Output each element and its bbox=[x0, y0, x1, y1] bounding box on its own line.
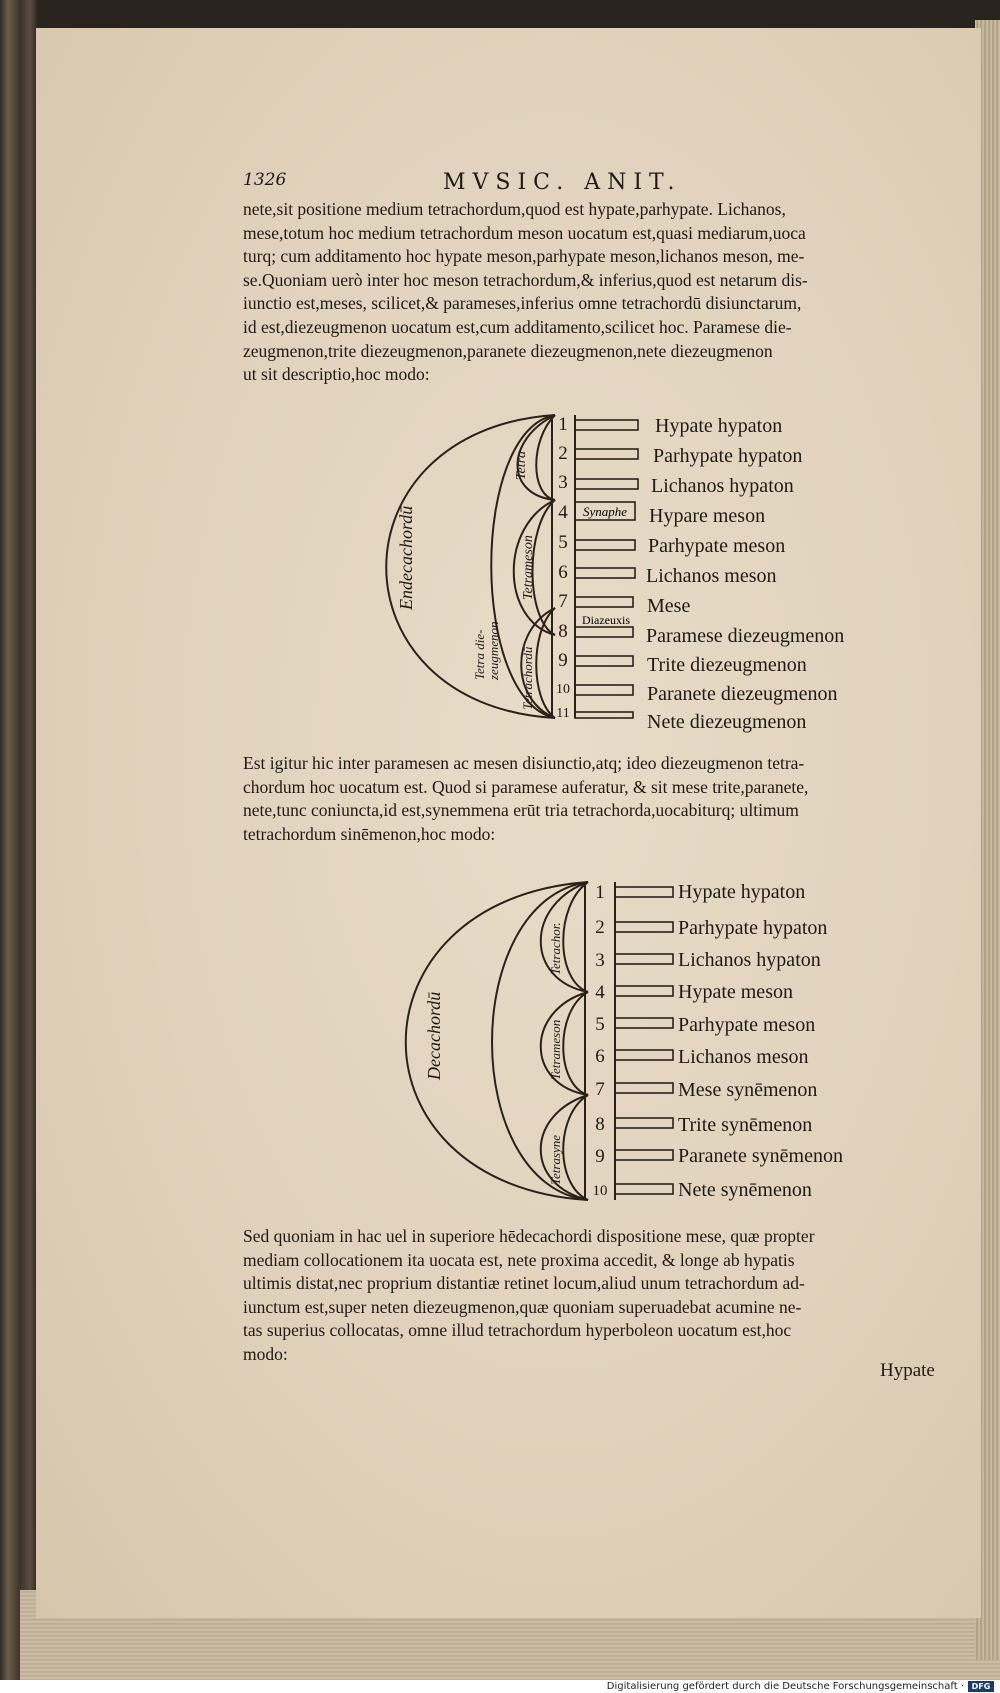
text-line: mediam collocationem ita uocata est, nete proxima accedit, & longe ab hypatis bbox=[243, 1249, 795, 1270]
string-name: Lichanos hypaton bbox=[678, 949, 821, 971]
string-name: Paranete synēmenon bbox=[678, 1145, 843, 1167]
arc-label-tetrachor: Tetrachor. bbox=[548, 922, 563, 975]
arc-label-tetra: Tetra bbox=[514, 450, 529, 480]
string-number: 5 bbox=[595, 1014, 605, 1035]
text-line: zeugmenon,trite diezeugmenon,paranete diezeugmenon,nete diezeugmenon bbox=[243, 340, 773, 361]
text-line: mese,totum hoc medium tetrachordum meson uocatum est,quasi mediarum,uoca bbox=[243, 222, 806, 243]
text-line: Sed quoniam in hac uel in superiore hēdecachordi dispositione mese, quæ propter bbox=[243, 1226, 815, 1246]
string-number: 1 bbox=[595, 882, 605, 903]
string-name: Paramese diezeugmenon bbox=[646, 625, 845, 647]
arc-label-outer: Decachordū bbox=[424, 991, 444, 1080]
string-name: Hypare meson bbox=[649, 505, 766, 527]
string-number: 1 bbox=[558, 414, 568, 435]
string-name: Nete synēmenon bbox=[678, 1179, 812, 1201]
diazeuxis-label: Diazeuxis bbox=[582, 613, 630, 627]
running-title: MVSIC. ANIT. bbox=[443, 170, 682, 195]
text-line: se.Quoniam uerò inter hoc meson tetrachordum,& inferius,quod est netarum dis- bbox=[243, 269, 808, 290]
arc-label-tetrameson: Tetrameson bbox=[548, 1019, 563, 1080]
string-name: Trite synēmenon bbox=[678, 1114, 813, 1136]
arc-label-tetrachord: Tetrachordū bbox=[520, 646, 535, 710]
string-number: 11 bbox=[556, 706, 570, 721]
text-line: turq; cum additamento hoc hypate meson,parhypate meson,lichanos meson, me- bbox=[243, 246, 805, 267]
string-number: 5 bbox=[558, 532, 568, 553]
dfg-logo: DFG bbox=[968, 1681, 994, 1692]
synaphe-label: Synaphe bbox=[582, 504, 628, 519]
text-line: id est,diezeugmenon uocatum est,cum additamento,scilicet hoc. Paramese die- bbox=[243, 316, 792, 337]
string-number: 7 bbox=[558, 591, 568, 612]
string-number: 3 bbox=[595, 950, 605, 971]
text-line: ultimis distat,nec proprium distantiæ retinet locum,aliud unum tetrachordum ad- bbox=[243, 1273, 805, 1294]
string-name: Parhypate meson bbox=[678, 1014, 816, 1036]
string-number: 10 bbox=[592, 1183, 608, 1199]
arc-label-tetrameson: Tetrameson bbox=[521, 535, 536, 600]
string-number: 9 bbox=[558, 650, 568, 671]
arc-label-outer: Endecachordū bbox=[396, 505, 416, 610]
text-line: nete,sit positione medium tetrachordum,quod est hypate,parhypate. Lichanos, bbox=[243, 199, 786, 219]
text-line: ut sit descriptio,hoc modo: bbox=[243, 364, 430, 385]
string-name: Mese bbox=[647, 595, 691, 617]
string-name: Parhypate meson bbox=[648, 535, 786, 557]
string-number: 6 bbox=[558, 562, 568, 583]
paragraph-3 bbox=[243, 1225, 955, 1367]
string-name: Hypate hypaton bbox=[655, 415, 783, 437]
string-name: Paranete diezeugmenon bbox=[647, 683, 838, 705]
string-number: 6 bbox=[595, 1046, 605, 1067]
arc-label-zeugmenon: zeugmenon bbox=[486, 621, 501, 680]
string-name: Parhypate hypaton bbox=[678, 917, 828, 939]
string-number: 4 bbox=[558, 502, 568, 523]
string-number: 4 bbox=[595, 982, 605, 1003]
text-line: iunctum est,super neten diezeugmenon,quæ quoniam superuadebat acumine ne- bbox=[243, 1296, 802, 1317]
string-number: 10 bbox=[556, 682, 570, 697]
string-number: 9 bbox=[595, 1146, 605, 1167]
text-line: iunctio est,meses, scilicet,& parameses,inferius omne tetrachordū disiunctarum, bbox=[243, 293, 802, 314]
text-line: chordum hoc uocatum est. Quod si paramese auferatur, & sit mese trite,paranete, bbox=[243, 776, 809, 797]
arc-label-tetrasyne: Tetrasyne bbox=[548, 1134, 563, 1185]
arc-label-tetra-die: Tetra die- bbox=[472, 629, 487, 680]
string-name: Mese synēmenon bbox=[678, 1079, 818, 1101]
text-line: tetrachordum sinēmenon,hoc modo: bbox=[243, 823, 496, 844]
catchword: Hypate bbox=[880, 1360, 935, 1381]
string-name: Lichanos hypaton bbox=[651, 475, 794, 497]
string-number: 8 bbox=[558, 621, 568, 642]
string-number: 7 bbox=[595, 1079, 605, 1100]
string-name: Parhypate hypaton bbox=[653, 445, 803, 467]
folio-number: 1326 bbox=[243, 170, 287, 190]
text-line: nete,tunc coniuncta,id est,synemmena erūt tria tetrachorda,uocabiturq; ultimum bbox=[243, 800, 799, 821]
string-number: 2 bbox=[595, 917, 605, 938]
text-line: tas superius collocatas, omne illud tetrachordum hyperboleon uocatum est,hoc bbox=[243, 1320, 792, 1341]
string-number: 2 bbox=[558, 443, 568, 464]
text-line: modo: bbox=[243, 1343, 288, 1364]
string-name: Lichanos meson bbox=[646, 565, 777, 587]
string-name: Lichanos meson bbox=[678, 1046, 809, 1068]
string-number: 3 bbox=[558, 472, 568, 493]
text-line: Est igitur hic inter paramesen ac mesen disiunctio,atq; ideo diezeugmenon tetra- bbox=[243, 753, 805, 773]
string-name: Hypate hypaton bbox=[678, 881, 806, 903]
string-name: Hypate meson bbox=[678, 981, 793, 1003]
string-name: Nete diezeugmenon bbox=[647, 711, 807, 733]
funding-notice: Digitalisierung gefördert durch die Deutsche Forschungsgemeinschaft · bbox=[606, 1681, 964, 1692]
string-name: Trite diezeugmenon bbox=[647, 654, 807, 676]
string-number: 8 bbox=[595, 1114, 605, 1135]
